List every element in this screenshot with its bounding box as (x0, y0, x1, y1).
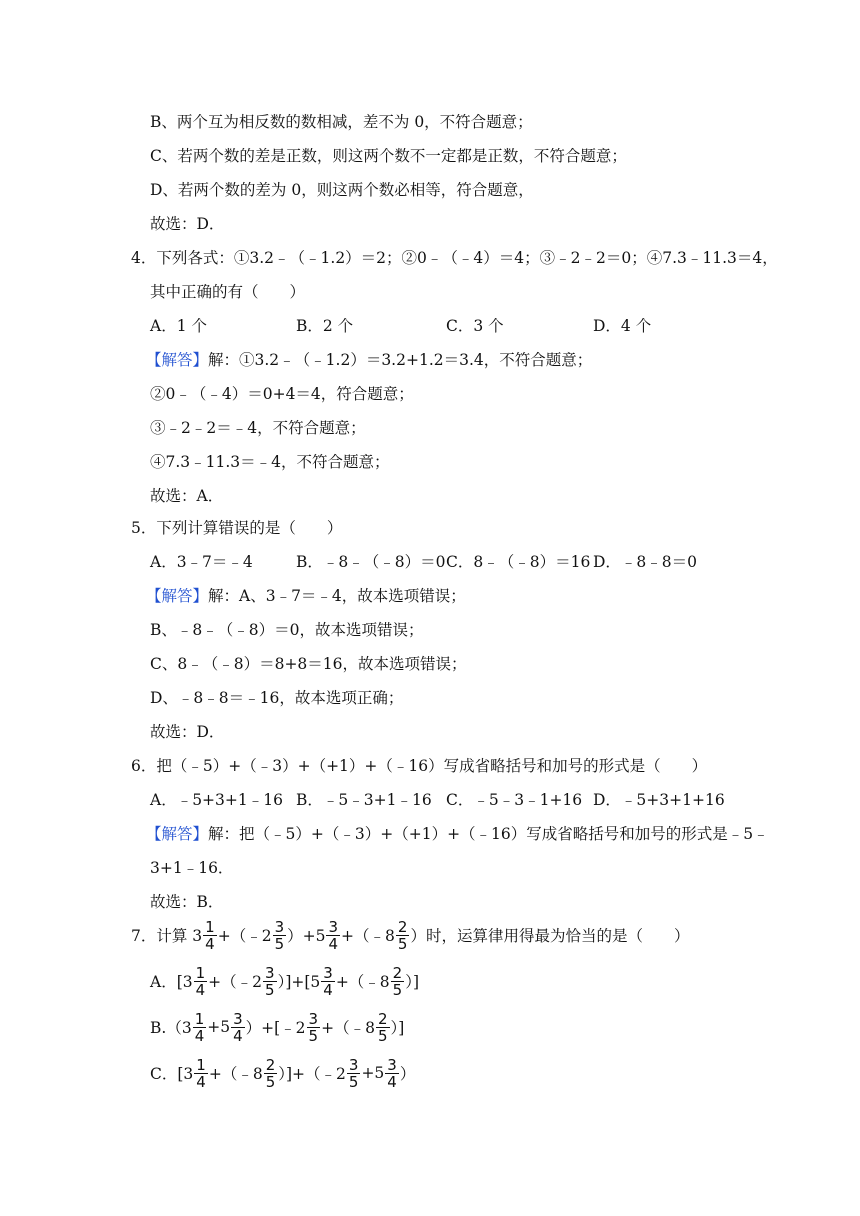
q5-solution-line1: 【解答】解：A、3﹣7＝﹣4，故本选项错误； (146, 587, 466, 605)
fraction-3-5: $\frac{3}{5}$ (308, 1009, 319, 1045)
q7-number: 7． (131, 927, 157, 945)
fraction-2-5: $\frac{2}{5}$ (377, 1009, 388, 1045)
fraction-2-5: $\frac{2}{5}$ (392, 963, 403, 999)
fraction-2-5: $\frac{2}{5}$ (265, 1055, 276, 1091)
q4-option-c: C．3 个 (446, 317, 504, 335)
q6-solution-line1: 【解答】解：把（﹣5）+（﹣3）+（+1）+（﹣16）写成省略括号和加号的形式是﹣5﹣ (146, 825, 769, 843)
q3-option-c-analysis: C、若两个数的差是正数，则这两个数不一定都是正数，不符合题意； (150, 147, 627, 165)
q6-number: 6． (131, 757, 157, 775)
q4-number: 4． (131, 249, 157, 267)
q4-solution-line1: 【解答】解：①3.2﹣（﹣1.2）＝3.2+1.2＝3.4，不符合题意； (146, 351, 593, 369)
answer-tag: 【解答】 (146, 587, 209, 605)
q3-answer: 故选：D． (150, 215, 225, 233)
fraction-3-5: $\frac{3}{5}$ (348, 1055, 359, 1091)
fraction-3-4: $\frac{3}{4}$ (328, 917, 339, 953)
q5-option-b: B．﹣8﹣（﹣8）＝0 (296, 553, 446, 571)
fraction-3-5: $\frac{3}{5}$ (274, 917, 285, 953)
q3-option-b-analysis: B、两个互为相反数的数相减，差不为 0，不符合题意； (150, 113, 533, 131)
fraction-1-4: $\frac{1}{4}$ (195, 963, 206, 999)
fraction-1-4: $\frac{1}{4}$ (205, 917, 215, 953)
q4-stem-line2: 其中正确的有（ ） (150, 283, 306, 301)
q5-option-a: A．3﹣7＝﹣4 (150, 553, 253, 571)
q4-option-b: B．2 个 (296, 317, 354, 335)
q5-solution-line3: C、8﹣（﹣8）＝8+8＝16，故本选项错误； (150, 655, 467, 673)
q7-option-b: B.（3 $\frac{1}{4}$ +5 $\frac{3}{4}$ ）+[﹣2 $\frac{3}{5}$ +（﹣8 $\frac{2}{5}$ ）] (150, 1009, 405, 1045)
q6-option-c: C．﹣5﹣3﹣1+16 (446, 791, 583, 809)
q4-stem-text: 下列各式：①3.2﹣（﹣1.2）＝2；②0﹣（﹣4）＝4；③﹣2﹣2＝0；④7.3﹣11.3＝4， (156, 249, 778, 267)
q6-option-a: A．﹣5+3+1﹣16 (150, 791, 283, 809)
q4-solution-line2: ②0﹣（﹣4）＝0+4＝4，符合题意； (150, 385, 414, 403)
q4-solution-line4: ④7.3﹣11.3＝﹣4，不符合题意； (150, 453, 390, 471)
fraction-3-4: $\frac{3}{4}$ (323, 963, 333, 999)
fraction-2-5: $\frac{2}{5}$ (397, 917, 408, 953)
q5-answer: 故选：D． (150, 723, 225, 741)
q6-stem: 6．把（﹣5）+（﹣3）+（+1）+（﹣16）写成省略括号和加号的形式是（ ） (131, 757, 708, 775)
q5-option-d: D．﹣8﹣8＝0 (593, 553, 698, 571)
q4-solution-line3: ③﹣2﹣2＝﹣4，不符合题意； (150, 419, 366, 437)
q4-option-a: A．1 个 (150, 317, 207, 335)
q7-option-a: A．[3 $\frac{1}{4}$ +（﹣2 $\frac{3}{5}$ ）]+[5 $\frac{3}{4}$ +（﹣8 $\frac{2}{5}$ ）] (150, 963, 420, 999)
q5-number: 5． (131, 519, 157, 537)
q5-stem: 5．下列计算错误的是（ ） (131, 519, 343, 537)
q6-option-d: D．﹣5+3+1+16 (593, 791, 725, 809)
answer-tag: 【解答】 (146, 825, 209, 843)
q5-option-c: C．8﹣（﹣8）＝16 (446, 553, 591, 571)
fraction-1-4: $\frac{1}{4}$ (194, 1009, 205, 1045)
q5-solution-line4: D、﹣8﹣8＝﹣16，故本选项正确； (150, 689, 404, 707)
q7-option-c: C．[3 $\frac{1}{4}$ +（﹣8 $\frac{2}{5}$ ）]+（﹣2 $\frac{3}{5}$ +5 $\frac{3}{4}$ ） (150, 1055, 416, 1091)
q5-solution-line2: B、﹣8﹣（﹣8）＝0，故本选项错误； (150, 621, 424, 639)
fraction-1-4: $\frac{1}{4}$ (196, 1055, 206, 1091)
q3-option-d-analysis: D、若两个数的差为 0，则这两个数必相等，符合题意， (150, 181, 534, 199)
q4-answer: 故选：A． (150, 487, 224, 505)
q7-stem: 7． 计算 3 $\frac{1}{4}$ +（﹣2 $\frac{3}{5}$ ）+5 $\frac{3}{4}$ +（﹣8 $\frac{2}{5}$ ）时，运算律用得最为恰当的是（ ） (131, 917, 690, 953)
fraction-3-5: $\frac{3}{5}$ (265, 963, 275, 999)
fraction-3-4: $\frac{3}{4}$ (387, 1055, 397, 1091)
answer-tag: 【解答】 (146, 351, 209, 369)
q6-option-b: B．﹣5﹣3+1﹣16 (296, 791, 432, 809)
q6-solution-line2: 3+1﹣16． (150, 859, 234, 877)
q4-option-d: D．4 个 (593, 317, 652, 335)
fraction-3-4: $\frac{3}{4}$ (233, 1009, 243, 1045)
q6-answer: 故选：B． (150, 893, 224, 911)
q4-stem-line1 (131, 248, 778, 268)
